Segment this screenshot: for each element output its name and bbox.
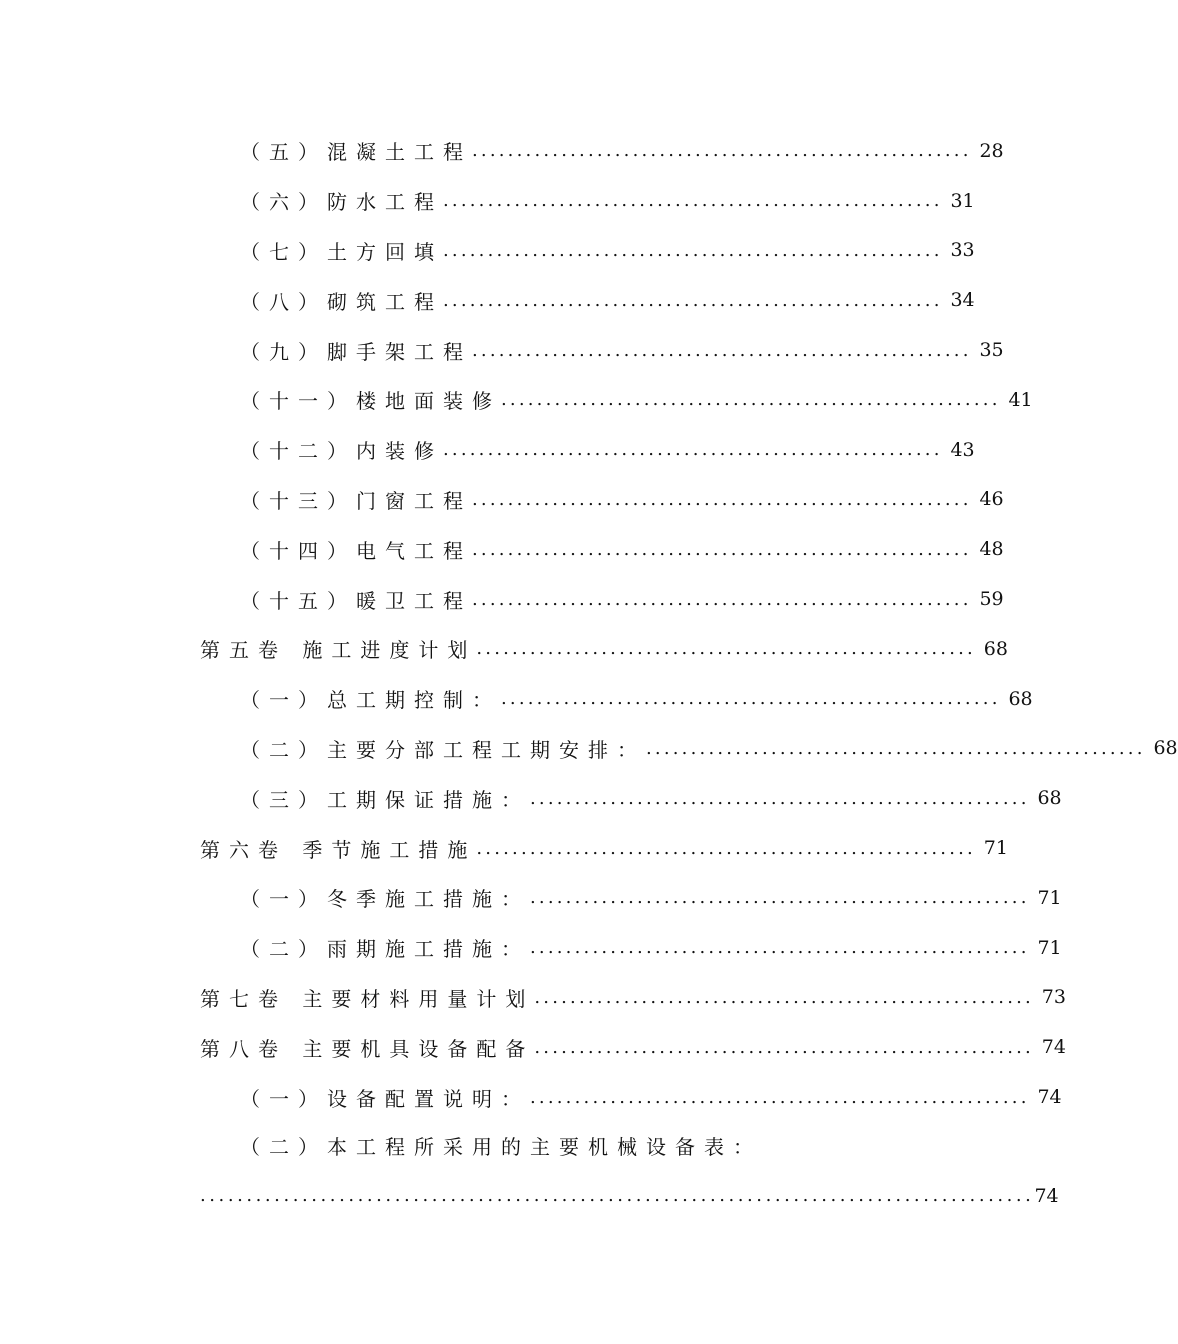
toc-entry-title: （一）设备配置说明： [240,1086,530,1111]
toc-entry-title: （十二）内装修 [240,439,443,464]
toc-leader-dots: ........................................................ [534,986,1034,1008]
toc-entry-page: 46 [979,488,1004,511]
toc-entry-page: 71 [1037,886,1062,909]
toc-entry-continuation[interactable] [200,1170,1059,1222]
toc-entry-title: 第七卷 主要材料用量计划 [200,986,535,1011]
toc-leader-dots: ........................................................ [530,887,1030,909]
toc-entry[interactable] [200,425,975,475]
toc-leader-dots: ........................................................ [530,937,1030,959]
toc-entry-page: 74 [1041,1036,1066,1059]
toc-leader-dots: ........................................................ [501,688,1001,710]
toc-leader-dots: ........................................................ [501,389,1001,411]
toc-entry[interactable] [200,574,1004,624]
toc-leader-dots: ........................................................ [443,190,943,212]
toc-entry-page: 71 [983,837,1008,860]
toc-entry-title: （三）工期保证措施： [240,787,530,812]
toc-entry-title: 第八卷 主要机具设备配备 [200,1036,535,1061]
toc-leader-dots: ........................................................ [530,1086,1030,1108]
toc-entry-page: 68 [1037,787,1062,810]
toc-entry-title: （五）混凝土工程 [240,140,472,165]
toc-leader-dots: ........................................................ [472,538,972,560]
toc-entry-page: 31 [950,189,975,212]
toc-entry-wrapped[interactable] [200,1122,806,1170]
toc-leader-dots: ........................................................ [472,488,972,510]
toc-entry[interactable] [200,724,1178,774]
toc-entry-page: 59 [979,588,1004,611]
toc-entry-page: 33 [950,239,975,262]
toc-leader-dots: ........................................................ [443,289,943,311]
toc-entry-page: 28 [979,139,1004,162]
toc-entry-title: （二）主要分部工程工期安排： [240,737,646,762]
toc-entry[interactable] [200,674,1033,724]
toc-entry-page: 68 [983,637,1008,660]
toc-leader-dots: ........................................................ [530,787,1030,809]
toc-entry-page: 74 [1034,1184,1059,1207]
toc-leader-dots: ........................................................ [534,1036,1034,1058]
toc-entry-page: 68 [1008,687,1033,710]
toc-leader-dots: ........................................................ [646,737,1146,759]
toc-entry-title: （十一）楼地面装修 [240,389,501,414]
toc-entry[interactable] [200,325,1004,375]
toc-chapter[interactable] [200,823,1008,873]
toc-entry[interactable] [200,375,1033,425]
toc-entry-title: （十四）电气工程 [240,538,472,563]
toc-entry[interactable] [200,126,1004,176]
toc-entry[interactable] [200,873,1062,923]
toc-chapter[interactable] [200,624,1008,674]
toc-entry-page: 71 [1037,936,1062,959]
toc-entry-page: 35 [979,339,1004,362]
toc-entry-title: 第五卷 施工进度计划 [200,638,477,663]
toc-entry[interactable] [200,475,1004,525]
toc-entry-page: 68 [1153,737,1178,760]
toc-entry[interactable] [200,1072,1062,1122]
toc-entry[interactable] [200,226,975,276]
toc-entry-page: 74 [1037,1086,1062,1109]
toc-leader-dots: ........................................................ [472,588,972,610]
toc-entry-title: （一）总工期控制： [240,688,501,713]
toc-leader-dots: ........................................................ [476,837,976,859]
toc-entry[interactable] [200,923,1062,973]
toc-leader-dots: ........................................................ [472,140,972,162]
toc-entry-title: （二）雨期施工措施： [240,937,530,962]
toc-entry-title: 第六卷 季节施工措施 [200,837,477,862]
toc-leader-dots: ........................................................ [443,439,943,461]
toc-entry-title: （十五）暖卫工程 [240,588,472,613]
toc-entry-title: （十三）门窗工程 [240,488,472,513]
toc-entry-page: 34 [950,289,975,312]
table-of-contents [200,126,1178,1222]
toc-entry[interactable] [200,176,975,226]
toc-entry-title: （二）本工程所采用的主要机械设备表： [240,1135,762,1160]
toc-entry-page: 73 [1041,986,1066,1009]
toc-leader-dots: ........................................................ [443,239,943,261]
toc-entry-title: （七）土方回填 [240,239,443,264]
toc-entry-title: （八）砌筑工程 [240,289,443,314]
toc-entry-page: 43 [950,438,975,461]
toc-entry-title: （一）冬季施工措施： [240,887,530,912]
toc-entry-page: 41 [1008,388,1033,411]
toc-entry[interactable] [200,524,1004,574]
toc-leader-dots: .......................................................................................... [200,1185,1035,1207]
toc-entry-title: （九）脚手架工程 [240,339,472,364]
toc-chapter[interactable] [200,973,1066,1023]
toc-entry[interactable] [200,773,1062,823]
toc-chapter[interactable] [200,1022,1066,1072]
toc-leader-dots: ........................................................ [476,638,976,660]
toc-entry-page: 48 [979,538,1004,561]
toc-entry[interactable] [200,275,975,325]
toc-leader-dots: ........................................................ [472,339,972,361]
toc-entry-title: （六）防水工程 [240,190,443,215]
